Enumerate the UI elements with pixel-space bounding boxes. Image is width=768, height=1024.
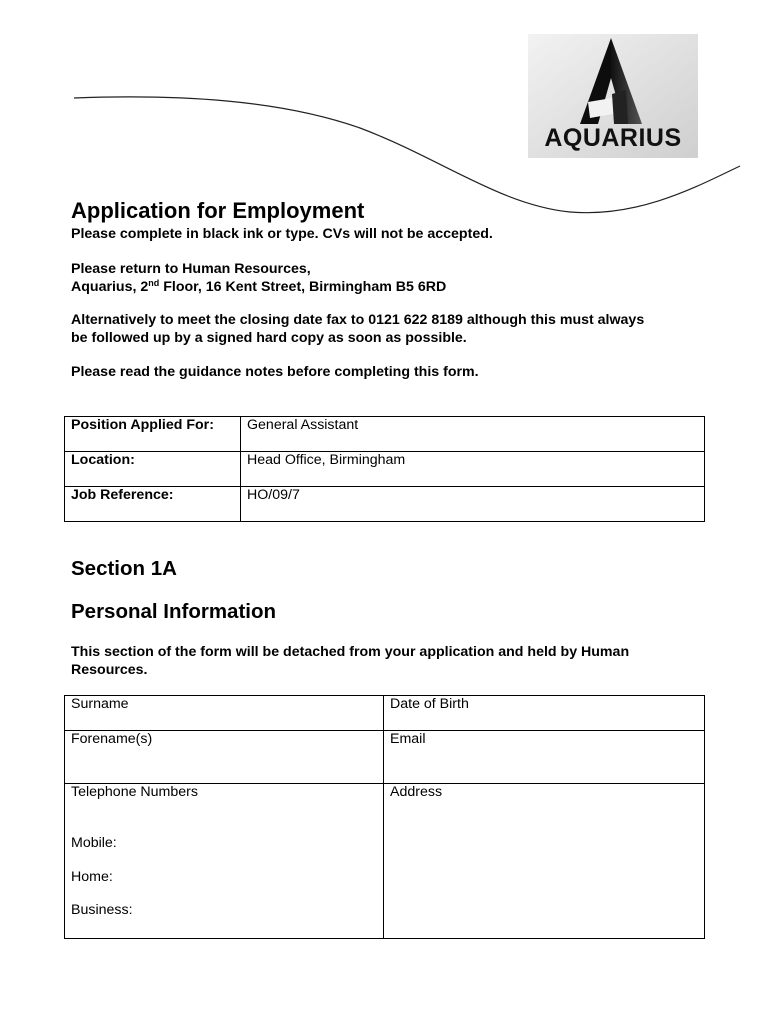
position-table bbox=[64, 416, 705, 522]
return-line-1: Please return to Human Resources, bbox=[71, 261, 311, 277]
fax-line-1: Alternatively to meet the closing date fax to 0121 622 8189 although this must always bbox=[71, 312, 645, 328]
email-field[interactable]: Email bbox=[384, 731, 705, 784]
date-of-birth-field[interactable]: Date of Birth bbox=[384, 696, 705, 731]
mobile-label: Mobile: bbox=[71, 835, 117, 851]
fax-instructions bbox=[71, 311, 711, 347]
return-line-2 bbox=[71, 278, 711, 296]
table-row bbox=[65, 784, 705, 939]
table-row bbox=[65, 696, 705, 731]
forenames-field[interactable]: Forename(s) bbox=[65, 731, 384, 784]
section-note bbox=[71, 643, 711, 679]
logo-wordmark: AQUARIUS bbox=[544, 124, 682, 152]
location-label: Location: bbox=[65, 452, 241, 487]
fax-line-2: be followed up by a signed hard copy as soon as possible. bbox=[71, 330, 467, 346]
job-reference-value[interactable]: HO/09/7 bbox=[241, 487, 705, 522]
return-line-2-start: Aquarius, 2 bbox=[71, 279, 149, 295]
section-title: Personal Information bbox=[71, 600, 277, 623]
telephone-label: Telephone Numbers bbox=[71, 784, 198, 800]
section-note-line-2: Resources. bbox=[71, 662, 148, 678]
ordinal-suffix: nd bbox=[148, 278, 160, 288]
position-label: Position Applied For: bbox=[65, 417, 241, 452]
section-note-line-1: This section of the form will be detached from your application and held by Human bbox=[71, 644, 630, 660]
table-row bbox=[65, 487, 705, 522]
guidance-note: Please read the guidance notes before completing this form. bbox=[71, 364, 479, 380]
return-address bbox=[71, 260, 711, 296]
position-value[interactable]: General Assistant bbox=[241, 417, 705, 452]
table-row bbox=[65, 731, 705, 784]
address-field[interactable]: Address bbox=[384, 784, 705, 939]
business-label: Business: bbox=[71, 902, 133, 918]
return-line-2-end: Floor, 16 Kent Street, Birmingham B5 6RD bbox=[159, 279, 447, 295]
intro-text: Please complete in black ink or type. CVs will not be accepted. bbox=[71, 226, 493, 242]
surname-field[interactable]: Surname bbox=[65, 696, 384, 731]
table-row bbox=[65, 452, 705, 487]
job-reference-label: Job Reference: bbox=[65, 487, 241, 522]
telephone-field[interactable] bbox=[65, 784, 384, 939]
table-row bbox=[65, 417, 705, 452]
personal-info-table bbox=[64, 695, 705, 939]
section-number: Section 1A bbox=[71, 557, 177, 580]
location-value[interactable]: Head Office, Birmingham bbox=[241, 452, 705, 487]
form-title: Application for Employment bbox=[71, 198, 365, 223]
home-label: Home: bbox=[71, 869, 113, 885]
